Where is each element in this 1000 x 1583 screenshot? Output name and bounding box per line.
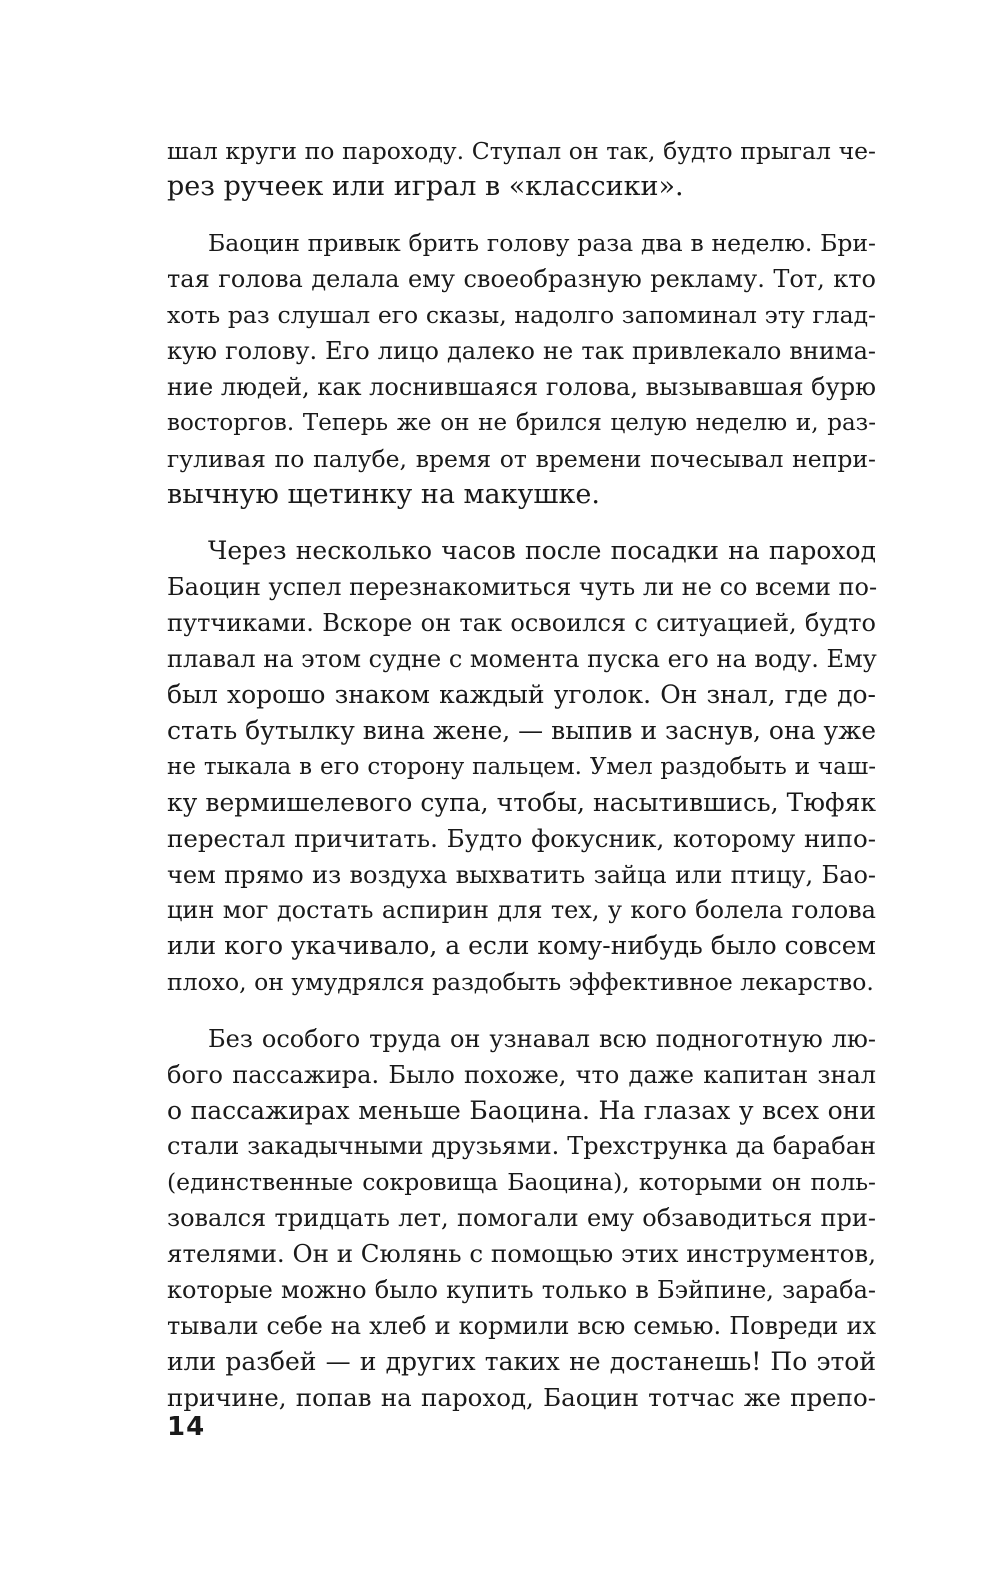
text-line: Без особого труда он узнавал всю подноготную лю- [208, 1024, 876, 1053]
text-line: рез ручеек или играл в «классики». [167, 170, 684, 202]
text-line: цин мог достать аспирин для тех, у кого болела голова [167, 896, 876, 925]
text-line: не тыкала в его сторону пальцем. Умел раздобыть и чаш- [167, 753, 876, 780]
text-line: ние людей, как лоснившаяся голова, вызывавшая бурю [167, 372, 876, 401]
text-line: путчиками. Вскоре он так освоился с ситуацией, будто [167, 608, 876, 637]
text-line: перестал причитать. Будто фокусник, которому нипо- [167, 823, 876, 853]
text-line: (единственные сокровища Баоцина), которыми он поль- [167, 1168, 876, 1197]
text-line: чем прямо из воздуха выхватить зайца или птицу, Бао- [167, 860, 876, 889]
text-line: ку вермишелевого супа, чтобы, насытившись, Тюфяк [167, 787, 876, 817]
text-line: ятелями. Он и Сюлянь с помощью этих инструментов, [167, 1239, 877, 1269]
text-line: гуливая по палубе, время от времени почесывал непри- [167, 444, 876, 473]
text-line: был хорошо знаком каждый уголок. Он знал, где до- [167, 679, 876, 709]
text-line: шал круги по пароходу. Ступал он так, будто прыгал че- [167, 137, 876, 165]
text-line: о пассажирах меньше Баоцина. На глазах у всех они [167, 1095, 876, 1125]
text-line: плавал на этом судне с момента пуска его на воду. Ему [167, 644, 877, 673]
text-line: восторгов. Теперь же он не брился целую неделю и, раз- [167, 409, 876, 436]
text-line: вычную щетинку на макушке. [167, 478, 600, 510]
text-line: которые можно было купить только в Бэйпине, зараба- [167, 1276, 876, 1305]
text-line: Через несколько часов после посадки на пароход [208, 536, 876, 566]
text-line: бого пассажира. Было похоже, что даже капитан знал [167, 1060, 876, 1089]
text-line: стать бутылку вина жене, — выпив и заснув, она уже [167, 715, 876, 745]
text-line: причине, попав на пароход, Баоцин тотчас же препо- [167, 1383, 876, 1412]
text-line: Баоцин привык брить голову раза два в неделю. Бри- [208, 229, 876, 258]
text-line: Баоцин успел перезнакомиться чуть ли не со всеми по- [167, 573, 878, 602]
text-line: зовался тридцать лет, помогали ему обзаводиться при- [167, 1204, 876, 1233]
text-line: тывали себе на хлеб и кормили всю семью. Повреди их [167, 1312, 876, 1341]
text-line: стали закадычными друзьями. Трехструнка да барабан [167, 1132, 876, 1161]
text-line: или кого укачивало, а если кому-нибудь было совсем [167, 931, 876, 961]
text-line: тая голова делала ему своеобразную рекламу. Тот, кто [167, 265, 876, 294]
text-line: или разбей — и других таких не достанешь! По этой [167, 1347, 876, 1377]
text-line: кую голову. Его лицо далеко не так привлекало внима- [167, 337, 876, 366]
text-line: плохо, он умудрялся раздобыть эффективное лекарство. [167, 968, 874, 997]
page-number: 14 [167, 1412, 206, 1442]
text-line: хоть раз слушал его сказы, надолго запоминал эту глад- [167, 301, 876, 330]
